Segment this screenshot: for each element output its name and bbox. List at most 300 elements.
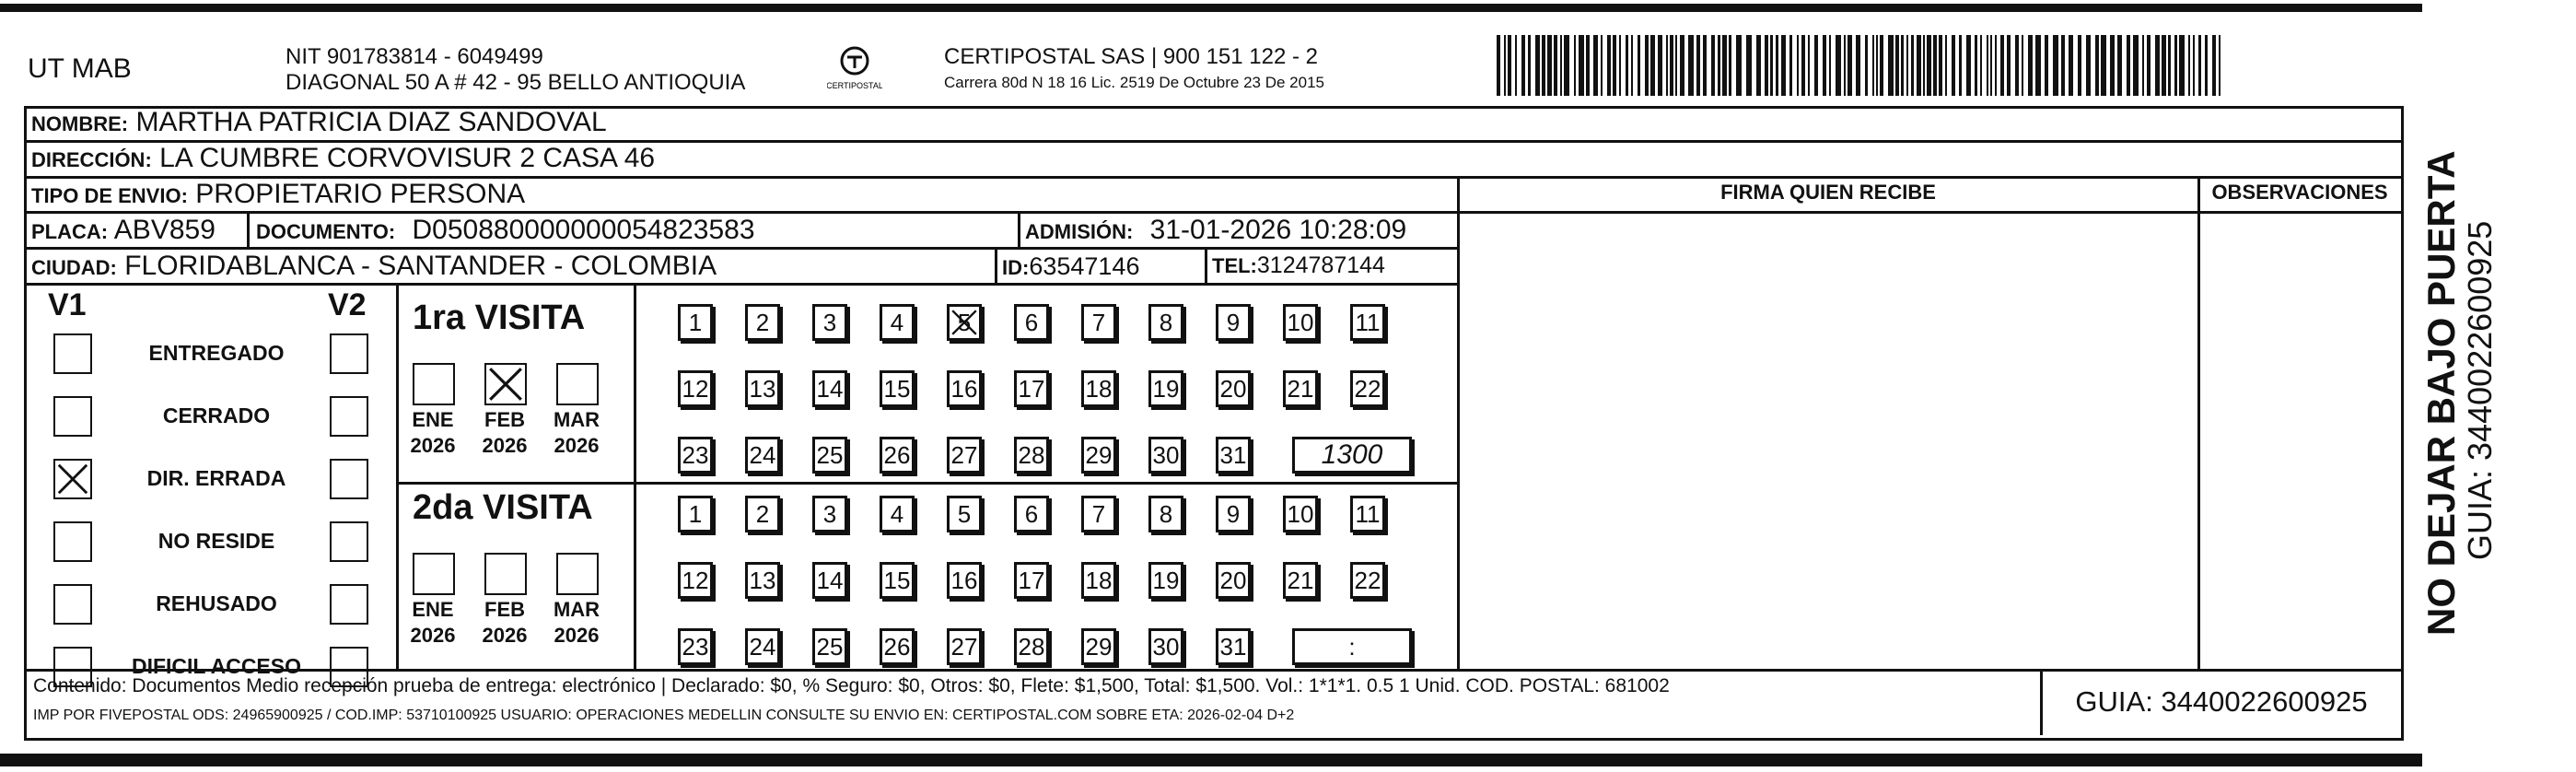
barcode-bar	[1497, 35, 1500, 96]
barcode-bar	[1808, 35, 1810, 96]
month-label	[475, 407, 534, 458]
time-value: :	[1348, 633, 1356, 661]
day-number: 18	[1085, 567, 1113, 594]
day-box[interactable]	[1216, 304, 1251, 341]
day-number: 4	[890, 500, 904, 528]
barcode-bar	[1823, 35, 1826, 96]
day-box[interactable]	[1350, 370, 1385, 407]
col-line	[634, 283, 636, 670]
barcode-bar	[1528, 35, 1531, 96]
barcode-bar	[2133, 35, 2139, 96]
barcode-bar	[1770, 35, 1773, 96]
month-label	[547, 407, 606, 458]
barcode-bar	[1675, 35, 1677, 96]
id-value: 63547146	[1029, 252, 1140, 280]
barcode-bar	[1696, 35, 1700, 96]
barcode-bar	[2028, 35, 2033, 96]
barcode-bar	[1927, 35, 1931, 96]
day-box[interactable]	[678, 562, 713, 599]
row-line	[24, 247, 1459, 250]
sender-name: UT MAB	[28, 53, 132, 84]
barcode-bar	[1504, 35, 1506, 96]
barcode-bar	[1515, 35, 1517, 96]
status-label: ENTREGADO	[148, 341, 285, 365]
barcode-bar	[1911, 35, 1914, 96]
sender-address: DIAGONAL 50 A # 42 - 95 BELLO ANTIOQUIA	[286, 70, 746, 95]
barcode-bar	[1906, 35, 1908, 96]
day-number: 15	[883, 567, 911, 594]
day-number: 27	[950, 441, 978, 469]
v1-checkbox[interactable]	[53, 584, 92, 625]
day-box[interactable]	[947, 370, 982, 407]
barcode-bar	[2101, 35, 2106, 96]
barcode-bar	[1670, 35, 1673, 96]
time-box[interactable]	[1292, 628, 1412, 665]
barcode-bar	[2007, 35, 2011, 96]
barcode-bar	[1547, 35, 1552, 96]
day-box[interactable]	[812, 304, 847, 341]
barcode-bar	[1736, 35, 1742, 96]
time-box[interactable]	[1292, 437, 1412, 474]
barcode-bar	[2162, 35, 2166, 96]
barcode-bar	[2127, 35, 2130, 96]
month-checkbox[interactable]	[484, 363, 527, 405]
day-number: 31	[1219, 633, 1247, 661]
day-number: 29	[1085, 633, 1113, 661]
bottom-rule	[0, 754, 2422, 766]
status-label: CERRADO	[162, 404, 271, 427]
day-number: 16	[950, 567, 978, 594]
barcode-bar	[1601, 35, 1603, 96]
barcode-bar	[2147, 35, 2151, 96]
day-number: 15	[883, 375, 911, 403]
day-number: 10	[1287, 309, 1314, 336]
day-box[interactable]	[1283, 562, 1318, 599]
month-label	[547, 597, 606, 648]
barcode-bar	[1607, 35, 1611, 96]
day-number: 16	[950, 375, 978, 403]
barcode-bar	[2205, 35, 2208, 96]
barcode-bar	[2155, 35, 2160, 96]
day-box[interactable]	[880, 496, 915, 532]
barcode-bar	[1746, 35, 1752, 96]
month-checkbox[interactable]	[413, 553, 455, 595]
day-box[interactable]	[1216, 562, 1251, 599]
day-box[interactable]	[880, 370, 915, 407]
barcode-bar	[1945, 35, 1947, 96]
v1-checkbox[interactable]	[53, 521, 92, 562]
day-number: 11	[1355, 309, 1381, 336]
day-box[interactable]	[1148, 562, 1183, 599]
day-box[interactable]	[678, 370, 713, 407]
barcode-bar	[1626, 35, 1628, 96]
day-box[interactable]	[1081, 370, 1116, 407]
barcode-bar	[1560, 35, 1562, 96]
day-number: 8	[1159, 500, 1173, 528]
barcode-bar	[1876, 35, 1878, 96]
barcode-bar	[1987, 35, 1988, 96]
day-box[interactable]	[1081, 562, 1116, 599]
barcode-bar	[1718, 35, 1720, 96]
day-box[interactable]	[1216, 628, 1251, 665]
day-number: 13	[749, 567, 776, 594]
day-number: 23	[682, 441, 709, 469]
barcode-bar	[1939, 35, 1942, 96]
day-number: 11	[1355, 500, 1381, 528]
barcode-bar	[1829, 35, 1831, 96]
barcode-bar	[1574, 35, 1576, 96]
day-number: 9	[1226, 309, 1241, 336]
direccion-label: DIRECCIÓN:	[31, 148, 152, 171]
barcode-bar	[1917, 35, 1921, 96]
day-number: 20	[1219, 375, 1247, 403]
barcode-bar	[1579, 35, 1584, 96]
admision-cell	[1025, 215, 1406, 246]
id-cell	[1002, 252, 1139, 281]
day-box[interactable]	[947, 562, 982, 599]
day-number: 17	[1018, 567, 1045, 594]
barcode-bar	[1888, 35, 1894, 96]
v2-checkbox[interactable]	[330, 584, 368, 625]
col-line	[247, 211, 250, 248]
day-box[interactable]	[1283, 304, 1318, 341]
barcode-bar	[1901, 35, 1904, 96]
svg-text:CERTIPOSTAL: CERTIPOSTAL	[827, 81, 882, 90]
day-number: 31	[1219, 441, 1247, 469]
barcode-bar	[1952, 35, 1955, 96]
day-number: 21	[1287, 567, 1314, 594]
barcode-bar	[1776, 35, 1778, 96]
documento-cell	[256, 215, 755, 246]
day-box[interactable]	[812, 437, 847, 474]
month-checkbox[interactable]	[556, 363, 599, 405]
barcode-bar	[1729, 35, 1731, 96]
day-box[interactable]	[1283, 370, 1318, 407]
documento-label: DOCUMENTO:	[256, 220, 396, 243]
barcode-bar	[1856, 35, 1860, 96]
ciudad-cell	[31, 251, 717, 282]
day-box[interactable]	[745, 437, 780, 474]
day-number: 1	[688, 500, 703, 528]
day-number: 21	[1287, 375, 1314, 403]
day-number: 17	[1018, 375, 1045, 403]
status-label: DIR. ERRADA	[146, 466, 286, 490]
day-box[interactable]	[880, 304, 915, 341]
firma-header: FIRMA QUIEN RECIBE	[1720, 181, 1936, 204]
month-year: 2026	[482, 623, 528, 647]
day-box[interactable]	[745, 562, 780, 599]
day-number: 14	[816, 567, 844, 594]
company-address: Carrera 80d N 18 16 Lic. 2519 De Octubre 23 De 2015	[944, 74, 1324, 91]
barcode-bar	[1847, 35, 1852, 96]
day-number: 7	[1091, 309, 1106, 336]
barcode-bar	[2045, 35, 2048, 96]
month-checkbox[interactable]	[484, 553, 527, 595]
month-name: ENE	[412, 408, 454, 431]
v1-label: V1	[48, 287, 87, 322]
day-number: 6	[1024, 309, 1039, 336]
month-checkbox[interactable]	[556, 553, 599, 595]
day-box[interactable]	[1014, 437, 1049, 474]
day-number: 5	[957, 500, 972, 528]
barcode-bar	[2015, 35, 2019, 96]
barcode-bar	[1789, 35, 1792, 96]
day-box[interactable]	[947, 304, 982, 341]
barcode-bar	[2193, 35, 2195, 96]
day-box[interactable]	[1350, 562, 1385, 599]
admision-value: 31-01-2026 10:28:09	[1149, 215, 1407, 245]
day-box[interactable]	[1014, 562, 1049, 599]
barcode-bar	[1966, 35, 1971, 96]
day-box[interactable]	[947, 496, 982, 532]
day-number: 28	[1018, 633, 1045, 661]
barcode-bar	[1631, 35, 1633, 96]
month-name: MAR	[553, 598, 600, 621]
day-number: 23	[682, 633, 709, 661]
barcode	[1497, 35, 2224, 96]
day-box[interactable]	[745, 304, 780, 341]
month-checkbox[interactable]	[413, 363, 455, 405]
documento-value: D050880000000054823583	[412, 215, 755, 245]
tipo-label: TIPO DE ENVIO:	[31, 184, 188, 207]
company-name: CERTIPOSTAL SAS | 900 151 122 - 2	[944, 44, 1318, 69]
day-box[interactable]	[1014, 496, 1049, 532]
day-number: 30	[1152, 633, 1180, 661]
v2-label: V2	[328, 287, 367, 322]
day-box[interactable]	[1148, 437, 1183, 474]
day-number: 30	[1152, 441, 1180, 469]
footer-imp: IMP POR FIVEPOSTAL ODS: 24965900925 / COD.IMP: 53710100925 USUARIO: OPERACIONES MEDELLIN CONSULTE SU ENVIO EN: CERTIPOSTAL.COM SOBRE ETA: 2026-02-04 D+2	[33, 708, 1295, 723]
tipo-value: PROPIETARIO PERSONA	[195, 179, 526, 209]
observaciones-header: OBSERVACIONES	[2211, 181, 2388, 204]
day-number: 1	[688, 309, 703, 336]
row-line	[24, 211, 2402, 214]
barcode-bar	[1959, 35, 1962, 96]
day-box[interactable]	[1350, 304, 1385, 341]
day-number: 24	[749, 633, 776, 661]
day-box[interactable]	[812, 628, 847, 665]
day-number: 14	[816, 375, 844, 403]
day-box[interactable]	[812, 370, 847, 407]
day-box[interactable]	[1014, 628, 1049, 665]
barcode-bar	[1995, 35, 1997, 96]
day-number: 25	[816, 441, 844, 469]
barcode-bar	[1880, 35, 1883, 96]
day-box[interactable]	[1216, 437, 1251, 474]
barcode-bar	[1765, 35, 1768, 96]
v2-checkbox[interactable]	[330, 396, 368, 437]
barcode-bar	[2069, 35, 2073, 96]
day-number: 19	[1152, 567, 1180, 594]
day-number: 22	[1354, 375, 1381, 403]
barcode-bar	[1722, 35, 1727, 96]
day-number: 2	[755, 309, 770, 336]
nombre-label: NOMBRE:	[31, 112, 129, 135]
col-line	[1457, 176, 1460, 672]
day-number: 2	[755, 500, 770, 528]
day-box[interactable]	[1148, 304, 1183, 341]
day-number: 27	[950, 633, 978, 661]
v2-checkbox[interactable]	[330, 521, 368, 562]
tel-label: TEL:	[1212, 254, 1257, 277]
day-box[interactable]	[1081, 304, 1116, 341]
barcode-bar	[1593, 35, 1598, 96]
barcode-bar	[1554, 35, 1557, 96]
barcode-bar	[1508, 35, 1511, 96]
status-label: DIFICIL ACCESO	[131, 654, 301, 678]
col-line	[995, 247, 997, 284]
barcode-bar	[2188, 35, 2190, 96]
tel-value: 3124787144	[1256, 252, 1385, 278]
barcode-bar	[1703, 35, 1707, 96]
barcode-bar	[1872, 35, 1874, 96]
month-year: 2026	[482, 433, 528, 457]
day-number: 9	[1226, 500, 1241, 528]
barcode-bar	[1658, 35, 1662, 96]
day-box[interactable]	[745, 496, 780, 532]
side-warning: NO DEJAR BAJO PUERTA	[2419, 150, 2463, 636]
barcode-bar	[2198, 35, 2201, 96]
day-box[interactable]	[1216, 496, 1251, 532]
day-number: 29	[1085, 441, 1113, 469]
day-box[interactable]	[1350, 496, 1385, 532]
day-number: 24	[749, 441, 776, 469]
day-number: 22	[1354, 567, 1381, 594]
day-box[interactable]	[880, 562, 915, 599]
day-box[interactable]	[1081, 628, 1116, 665]
month-year: 2026	[554, 623, 600, 647]
day-number: 12	[682, 567, 709, 594]
barcode-bar	[1801, 35, 1805, 96]
v1-checkbox[interactable]	[53, 459, 92, 499]
barcode-bar	[1535, 35, 1540, 96]
barcode-bar	[1711, 35, 1715, 96]
barcode-bar	[1923, 35, 1925, 96]
barcode-icon	[1497, 35, 2224, 96]
barcode-bar	[2174, 35, 2177, 96]
day-box[interactable]	[745, 628, 780, 665]
barcode-bar	[2142, 35, 2144, 96]
day-number: 25	[816, 633, 844, 661]
barcode-bar	[2035, 35, 2041, 96]
day-box[interactable]	[1148, 496, 1183, 532]
barcode-bar	[1844, 35, 1846, 96]
day-box[interactable]	[947, 437, 982, 474]
day-box[interactable]	[1014, 370, 1049, 407]
barcode-bar	[1645, 35, 1649, 96]
month-year: 2026	[554, 433, 600, 457]
nombre-row	[31, 107, 607, 138]
day-box[interactable]	[1148, 370, 1183, 407]
col-line	[396, 283, 399, 670]
v2-checkbox[interactable]	[330, 333, 368, 374]
barcode-bar	[1975, 35, 1977, 96]
logo-icon	[827, 42, 882, 98]
day-box[interactable]	[678, 628, 713, 665]
day-box[interactable]	[1081, 496, 1116, 532]
day-number: 13	[749, 375, 776, 403]
month-name: FEB	[484, 408, 525, 431]
status-label: REHUSADO	[156, 591, 277, 615]
col-line	[1018, 211, 1020, 248]
day-box[interactable]	[678, 304, 713, 341]
barcode-bar	[2053, 35, 2058, 96]
day-box[interactable]	[880, 437, 915, 474]
month-name: FEB	[484, 598, 525, 621]
placa-cell	[31, 215, 216, 246]
day-box[interactable]	[678, 496, 713, 532]
day-box[interactable]	[1216, 370, 1251, 407]
col-line	[1205, 247, 1207, 284]
barcode-bar	[2000, 35, 2004, 96]
day-box[interactable]	[1148, 628, 1183, 665]
day-box[interactable]	[812, 496, 847, 532]
footer-guia: GUIA: 3440022600925	[2075, 685, 2368, 718]
month-name: ENE	[412, 598, 454, 621]
barcode-bar	[2168, 35, 2171, 96]
v1-checkbox[interactable]	[53, 333, 92, 374]
status-label: NO RESIDE	[157, 529, 275, 553]
day-number: 7	[1091, 500, 1106, 528]
month-year: 2026	[410, 433, 456, 457]
day-box[interactable]	[812, 562, 847, 599]
day-box[interactable]	[1014, 304, 1049, 341]
day-number: 19	[1152, 375, 1180, 403]
month-label	[475, 597, 534, 648]
barcode-bar	[1797, 35, 1799, 96]
day-number: 28	[1018, 441, 1045, 469]
sender-nit: NIT 901783814 - 6049499	[286, 44, 543, 69]
nombre-value: MARTHA PATRICIA DIAZ SANDOVAL	[135, 107, 607, 137]
barcode-bar	[2219, 35, 2220, 96]
barcode-bar	[1814, 35, 1818, 96]
barcode-bar	[1688, 35, 1694, 96]
footer-contenido: Contenido: Documentos Medio recepción prueba de entrega: electrónico | Declarado: $0, % Seguro: $0, Otros: $0, Flete: $1,500, Total: $1,500. Vol.: 1*1*1. 0.5 1 Unid. COD. POSTAL: 681002	[33, 675, 1670, 696]
day-box[interactable]	[678, 437, 713, 474]
placa-label: PLACA:	[31, 220, 109, 243]
barcode-bar	[1666, 35, 1668, 96]
v2-checkbox[interactable]	[330, 459, 368, 499]
barcode-bar	[2179, 35, 2185, 96]
barcode-bar	[2212, 35, 2216, 96]
month-label	[403, 597, 462, 648]
day-box[interactable]	[1081, 437, 1116, 474]
tel-cell	[1212, 252, 1385, 279]
admision-label: ADMISIÓN:	[1025, 220, 1134, 243]
barcode-bar	[1613, 35, 1616, 96]
day-number: 8	[1159, 309, 1173, 336]
barcode-bar	[2117, 35, 2122, 96]
day-box[interactable]	[947, 628, 982, 665]
id-label: ID:	[1002, 256, 1030, 279]
cross-mark	[950, 307, 979, 338]
barcode-bar	[2086, 35, 2091, 96]
barcode-bar	[1756, 35, 1761, 96]
tipo-row	[31, 179, 525, 210]
day-box[interactable]	[880, 628, 915, 665]
day-number: 20	[1219, 567, 1247, 594]
day-number: 4	[890, 309, 904, 336]
day-box[interactable]	[745, 370, 780, 407]
placa-value: ABV859	[113, 215, 216, 245]
day-box[interactable]	[1283, 496, 1318, 532]
v1-checkbox[interactable]	[53, 396, 92, 437]
direccion-row	[31, 143, 655, 174]
ciudad-label: CIUDAD:	[31, 256, 117, 279]
barcode-bar	[1638, 35, 1640, 96]
barcode-bar	[1836, 35, 1841, 96]
row-line	[24, 669, 2402, 672]
